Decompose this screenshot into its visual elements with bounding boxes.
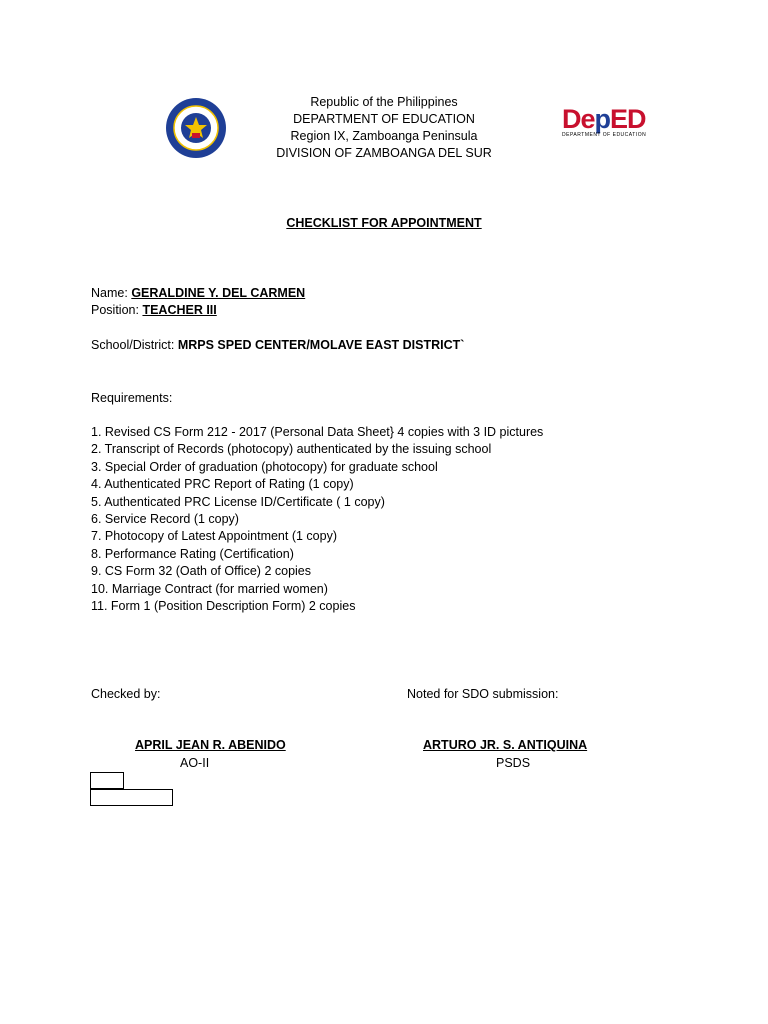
blank-box-wide [90, 789, 173, 806]
checked-by-title: AO-II [180, 756, 210, 770]
letterhead-division: DIVISION OF ZAMBOANGA DEL SUR [276, 146, 492, 160]
position-line [91, 302, 217, 319]
list-item: 8. Performance Rating (Certification) [91, 546, 294, 561]
position-label: Position: [91, 303, 139, 317]
position-value: TEACHER III [142, 303, 217, 317]
blank-box [90, 772, 124, 789]
document-title: CHECKLIST FOR APPOINTMENT [286, 216, 482, 230]
noted-by-title: PSDS [496, 756, 531, 770]
name-label: Name: [91, 286, 128, 300]
list-item: 3. Special Order of graduation (photocopy) for graduate school [91, 459, 438, 474]
requirements-heading: Requirements: [91, 391, 173, 405]
deped-wordmark-logo: DepED DEPARTMENT OF EDUCATION [562, 104, 647, 138]
noted-for-label: Noted for SDO submission: [407, 687, 559, 701]
list-item: 5. Authenticated PRC License ID/Certificate ( 1 copy) [91, 494, 385, 509]
noted-by-name: ARTURO JR. S. ANTIQUINA [423, 738, 588, 752]
list-item: 4. Authenticated PRC Report of Rating (1 copy) [91, 477, 354, 492]
letterhead [200, 94, 568, 162]
requirements-list [91, 424, 543, 615]
list-item: 10. Marriage Contract (for married women) [91, 581, 328, 596]
letterhead-republic: Republic of the Philippines [310, 95, 458, 109]
school-line [91, 337, 464, 354]
list-item: 6. Service Record (1 copy) [91, 512, 239, 527]
list-item: 9. CS Form 32 (Oath of Office) 2 copies [91, 564, 311, 579]
name-line [91, 285, 305, 302]
list-item: 11. Form 1 (Position Description Form) 2 copies [91, 599, 356, 614]
letterhead-region: Region IX, Zamboanga Peninsula [290, 129, 478, 143]
letterhead-department: DEPARTMENT OF EDUCATION [293, 112, 475, 126]
list-item: 2. Transcript of Records (photocopy) authenticated by the issuing school [91, 442, 492, 457]
school-label: School/District: [91, 338, 175, 352]
checked-by-label: Checked by: [91, 687, 161, 701]
name-value: GERALDINE Y. DEL CARMEN [131, 286, 306, 300]
school-value: MRPS SPED CENTER/MOLAVE EAST DISTRICT` [177, 338, 465, 352]
list-item: 1. Revised CS Form 212 - 2017 (Personal Data Sheet} 4 copies with 3 ID pictures [91, 425, 544, 439]
list-item: 7. Photocopy of Latest Appointment (1 copy) [91, 529, 337, 544]
checked-by-name: APRIL JEAN R. ABENIDO [135, 738, 286, 752]
